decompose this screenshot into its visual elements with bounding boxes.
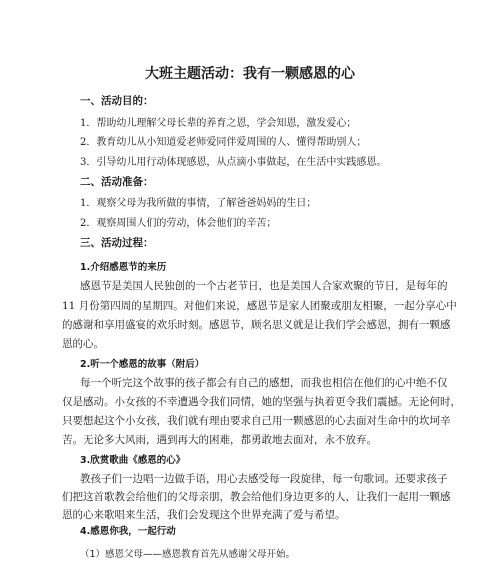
purpose-item-2: 2．教育幼儿从小知道爱老师爱同伴爱周围的人、懂得帮助别人； [80, 136, 367, 148]
preparation-item-1: 1．观察父母为我所做的事情，了解爸爸妈妈的生日； [80, 198, 317, 210]
paragraph-line: 恩的心。 [62, 337, 104, 350]
purpose-item-1: 1．帮助幼儿理解父母长辈的养育之恩，学会知恩，激发爱心； [80, 117, 357, 129]
paragraph-line: 每一个听完这个故事的孩子都会有自己的感想，而我也相信在他们的心中绝不仅 [80, 377, 448, 390]
preparation-item-2: 2．观察周围人们的劳动，体会他们的辛苦； [80, 218, 277, 230]
paragraph-line: 感恩节是美国人民独创的一个古老节日，也是美国人合家欢聚的节日，是每年的 [80, 279, 448, 292]
process-step-3-title: 3.欣赏歌曲《感恩的心》 [80, 455, 186, 467]
process-step-4-title: 4.感恩你我，一起行动 [80, 526, 176, 537]
process-step-1-title: 1.介绍感恩节的来历 [80, 261, 167, 273]
section-heading-process: 三、活动过程： [80, 237, 154, 250]
paragraph-line: 11 月份第四周的星期四。对他们来说，感恩节是家人团聚或朋友相聚，一起分享心中 [62, 299, 457, 312]
section-heading-preparation: 二、活动准备： [80, 175, 154, 188]
document-title: 大班主题活动：我有一颗感恩的心 [145, 66, 355, 82]
paragraph-line: 只要想起这个小女孩，我们就有理由要求自己用一颗感恩的心去面对生命中的坎坷辛 [62, 415, 451, 428]
paragraph-line: 的感谢和享用盛宴的欢乐时刻。感恩节，顾名思义就是让我们学会感恩，拥有一颗感 [62, 318, 451, 331]
process-step-2-title: 2.听一个感恩的故事（附后） [80, 359, 205, 371]
paragraph-line: 教孩子们一边唱一边做手语，用心去感受每一段旋律，每一句歌词。还要求孩子 [80, 473, 448, 486]
paragraph-line: 苦。无论多大风雨，遇到再大的困难，都勇敢地去面对，永不放弃。 [62, 434, 377, 447]
purpose-item-3: 3．引导幼儿用行动体现感恩，从点滴小事做起，在生活中实践感恩。 [80, 156, 387, 168]
paragraph-line: 恩的心来歌唱来生活，我们会发现这个世界充满了爱与希望。 [62, 508, 346, 521]
paragraph-line: 们把这首歌教会给他们的父母亲朋，教会给他们身边更多的人，让我们一起用一颗感 [62, 491, 451, 504]
section-heading-purpose: 一、活动目的： [80, 95, 154, 108]
paragraph-line: 仅是感动。小女孩的不幸遭遇令我们同情，她的坚强与执着更令我们震撼。无论何时， [62, 396, 461, 409]
process-step-4-subitem: （1）感恩父母——感恩教育首先从感谢父母开始。 [80, 549, 296, 560]
